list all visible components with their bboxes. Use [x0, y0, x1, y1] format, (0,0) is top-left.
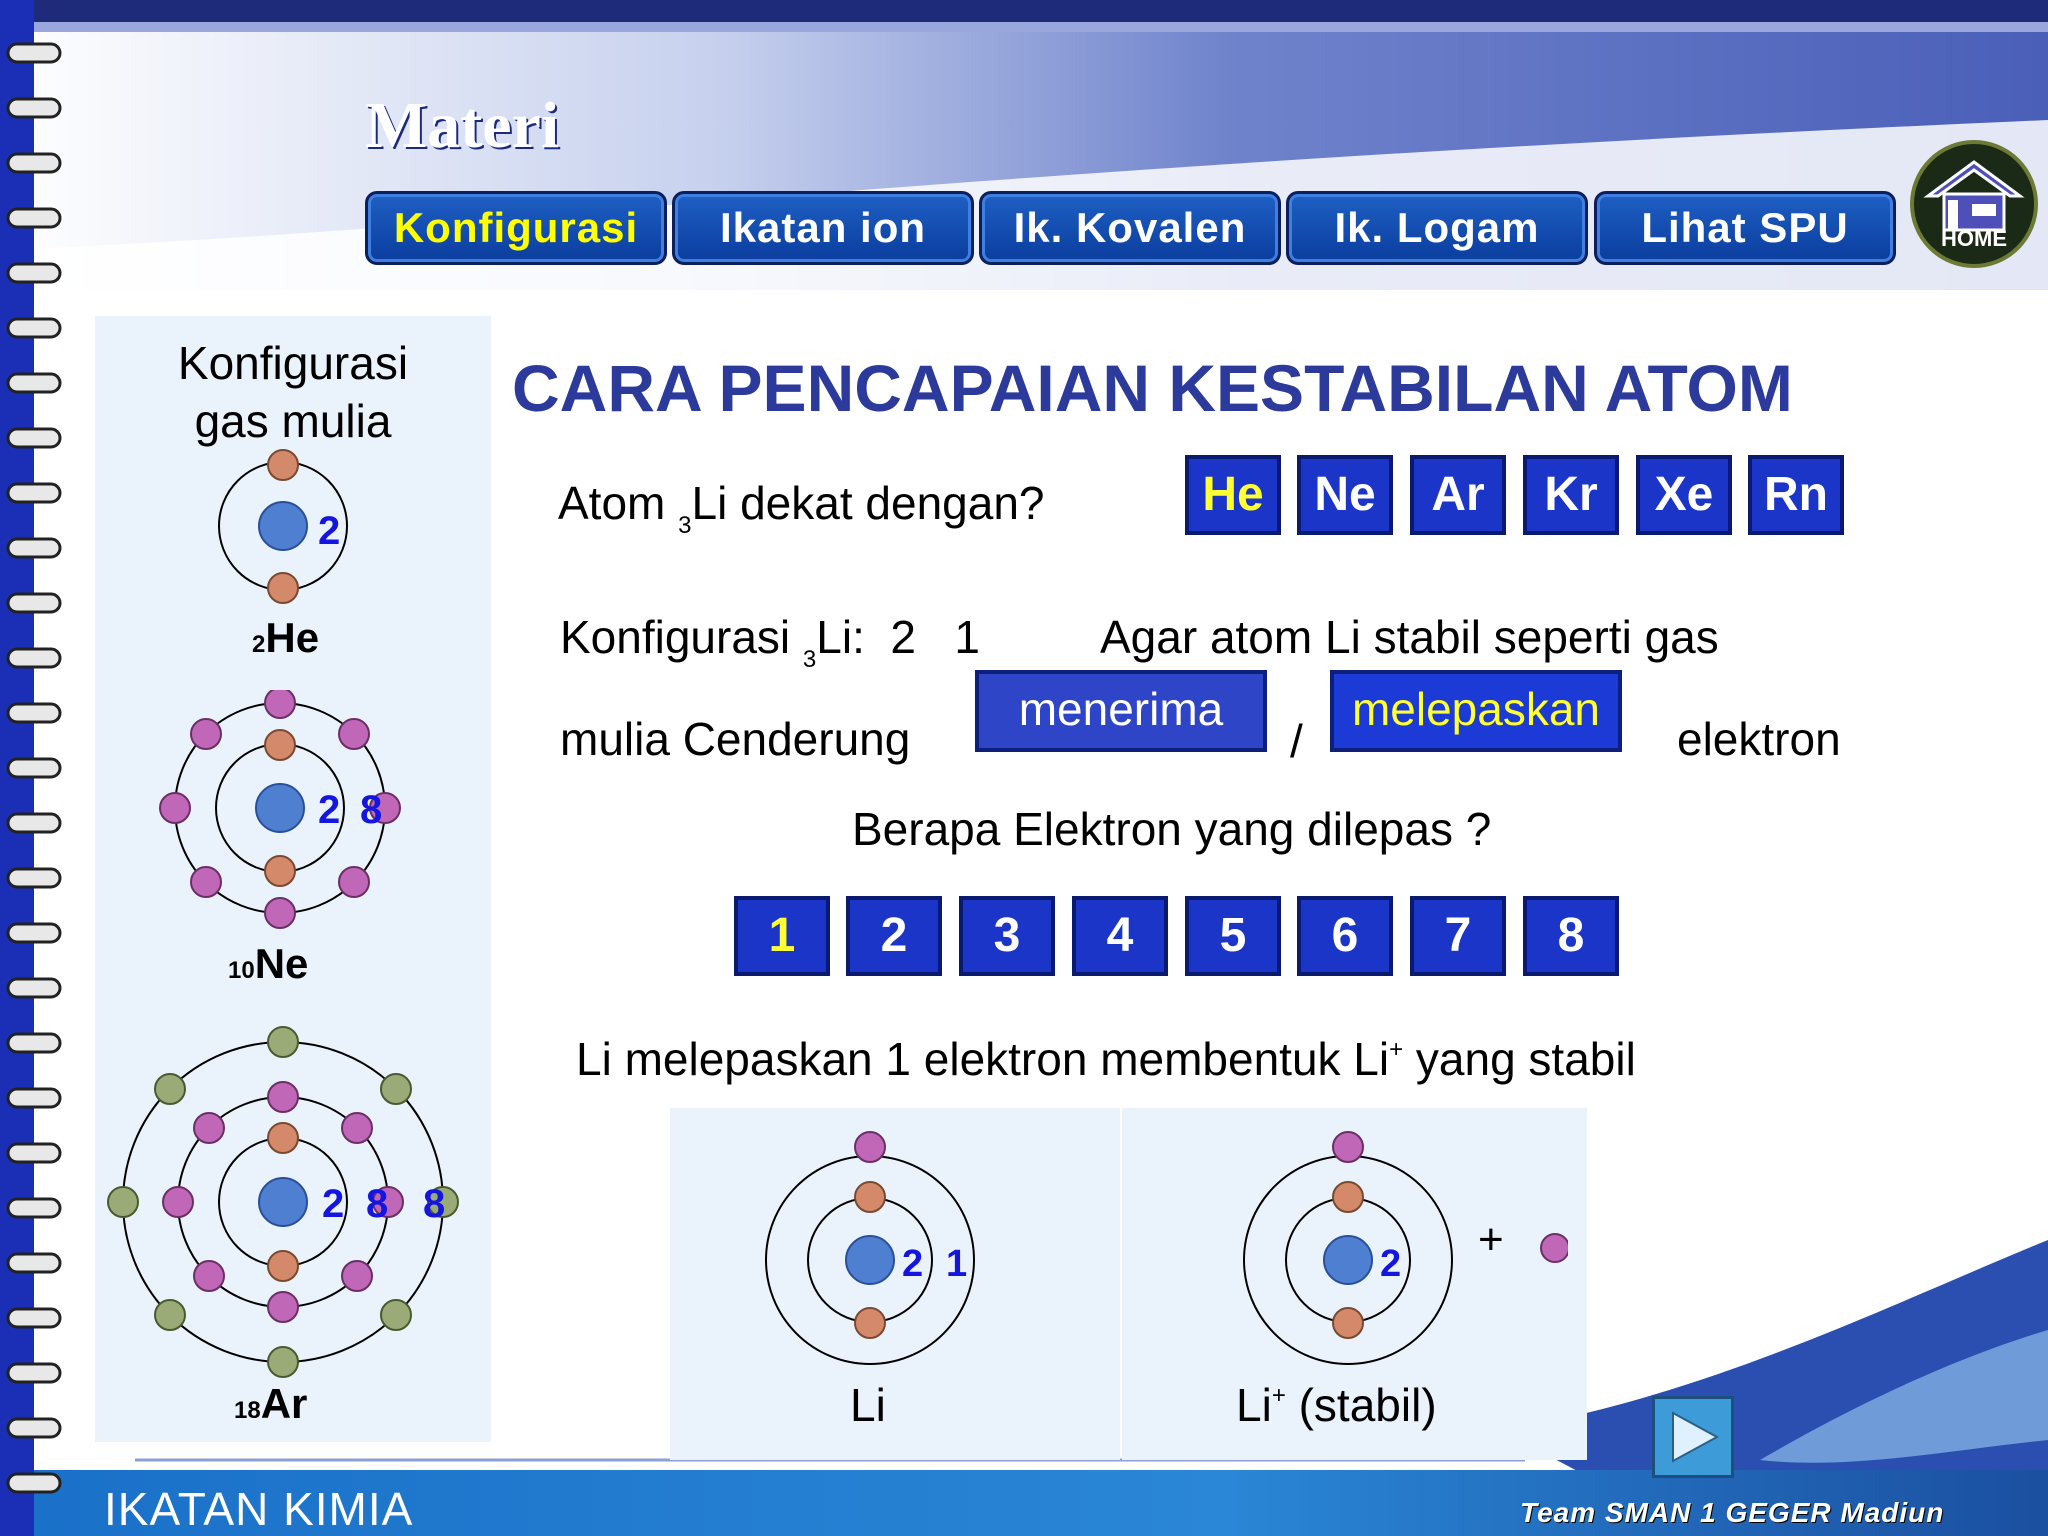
binding-ring: [8, 924, 60, 942]
gas-button-ar[interactable]: Ar: [1410, 455, 1506, 535]
binding-ring: [8, 979, 60, 997]
svg-text:2: 2: [1380, 1243, 1402, 1285]
li-ion-symbol: Li: [1236, 1379, 1272, 1431]
footer-credit: Team SMAN 1 GEGER Madiun: [1520, 1497, 1945, 1528]
config-subscript: 3: [802, 646, 817, 673]
number-button-2[interactable]: 2: [846, 896, 942, 976]
ar-atom-diagram: [100, 1022, 470, 1392]
binding-ring: [8, 44, 60, 62]
gas-button-kr[interactable]: Kr: [1523, 455, 1619, 535]
binding-ring: [8, 319, 60, 337]
question-electrons-released: Berapa Elektron yang dilepas ?: [852, 803, 1492, 855]
tab-ik-logam[interactable]: Ik. Logam: [1286, 191, 1588, 265]
binding-ring: [8, 814, 60, 832]
binding-ring: [8, 429, 60, 447]
binding-ring: [8, 99, 60, 117]
he-label: [252, 614, 319, 662]
ne-label: [228, 940, 308, 988]
binding-ring: [8, 1364, 60, 1382]
electron: [268, 450, 298, 480]
tab-ikatan-ion[interactable]: Ikatan ion: [672, 191, 974, 265]
config-prefix: Konfigurasi: [560, 611, 803, 663]
config-values: Li: 2 1: [816, 611, 980, 663]
q1-subscript: 3: [678, 512, 692, 539]
tab-ik-kovalen[interactable]: Ik. Kovalen: [979, 191, 1281, 265]
binding-ring: [8, 1419, 60, 1437]
main-heading: CARA PENCAPAIAN KESTABILAN ATOM: [512, 351, 1793, 425]
li-ion-diagram: [1228, 1120, 1568, 1370]
binding-ring: [8, 1254, 60, 1272]
play-arrow-icon: [1655, 1399, 1731, 1475]
slide-title: Materi: [365, 89, 560, 162]
spiral-binding: [0, 0, 70, 1536]
ar-symbol: Ar: [260, 1380, 308, 1427]
li-atom-label: Li: [850, 1379, 886, 1431]
gas-button-he[interactable]: He: [1185, 455, 1281, 535]
tendency-prefix: mulia Cenderung: [560, 713, 911, 765]
footer-title: IKATAN KIMIA: [104, 1483, 414, 1535]
binding-ring: [8, 759, 60, 777]
number-button-6[interactable]: 6: [1297, 896, 1393, 976]
conclusion-text: [576, 1032, 1636, 1086]
number-button-3[interactable]: 3: [959, 896, 1055, 976]
svg-text:8: 8: [366, 1182, 389, 1226]
he-atom-diagram: [180, 440, 390, 615]
binding-ring: [8, 594, 60, 612]
stability-sentence: Agar atom Li stabil seperti gas: [1100, 611, 1719, 663]
home-label: HOME: [1941, 226, 2007, 251]
ne-atom-diagram: [152, 690, 412, 940]
ar-number: 18: [234, 1397, 261, 1424]
number-button-1[interactable]: 1: [734, 896, 830, 976]
he-symbol: He: [265, 614, 320, 661]
number-button-5[interactable]: 5: [1185, 896, 1281, 976]
choice-menerima-button[interactable]: menerima: [975, 670, 1267, 752]
ne-symbol: Ne: [254, 940, 309, 987]
gas-button-ne[interactable]: Ne: [1297, 455, 1393, 535]
ar-label: [234, 1380, 307, 1428]
binding-ring: [8, 649, 60, 667]
binding-ring: [8, 1199, 60, 1217]
question-nearest-gas: [558, 476, 1045, 539]
q1-suffix: Li dekat dengan?: [691, 477, 1045, 529]
svg-text:2: 2: [322, 1182, 345, 1226]
li-atom-diagram: [750, 1120, 1010, 1370]
svg-text:1: 1: [946, 1243, 968, 1285]
tab-konfigurasi[interactable]: Konfigurasi: [365, 191, 667, 265]
number-button-7[interactable]: 7: [1410, 896, 1506, 976]
sidebar-title: [95, 334, 491, 450]
binding-ring: [8, 539, 60, 557]
released-electron: [1541, 1234, 1568, 1262]
choice-melepaskan-button[interactable]: melepaskan: [1330, 670, 1622, 752]
electron: [268, 573, 298, 603]
conclusion-suffix: yang stabil: [1403, 1033, 1636, 1085]
binding-ring: [8, 154, 60, 172]
svg-text:8: 8: [360, 788, 383, 832]
li-configuration: [560, 610, 980, 673]
tab-lihat-spu[interactable]: Lihat SPU: [1594, 191, 1896, 265]
number-button-4[interactable]: 4: [1072, 896, 1168, 976]
gas-button-xe[interactable]: Xe: [1636, 455, 1732, 535]
binding-ring: [8, 869, 60, 887]
choice-separator: /: [1290, 715, 1303, 767]
home-button[interactable]: [1910, 140, 2038, 268]
shell-count: 2: [318, 509, 341, 553]
li-ion-note: (stabil): [1285, 1379, 1437, 1431]
binding-ring: [8, 1474, 60, 1492]
gas-button-rn[interactable]: Rn: [1748, 455, 1844, 535]
conclusion-superscript: +: [1389, 1036, 1404, 1063]
binding-ring: [8, 1034, 60, 1052]
binding-ring: [8, 264, 60, 282]
conclusion-prefix: Li melepaskan 1 elektron membentuk Li: [576, 1033, 1390, 1085]
binding-ring: [8, 1144, 60, 1162]
he-number: 2: [252, 631, 266, 658]
svg-text:2: 2: [902, 1243, 924, 1285]
tendency-suffix: elektron: [1677, 713, 1841, 765]
li-ion-charge: +: [1271, 1382, 1286, 1409]
li-ion-label: [1236, 1378, 1437, 1432]
number-button-8[interactable]: 8: [1523, 896, 1619, 976]
binding-ring: [8, 704, 60, 722]
binding-ring: [8, 374, 60, 392]
sidebar-title-line1: Konfigurasi: [177, 337, 409, 389]
q1-prefix: Atom: [558, 477, 679, 529]
binding-ring: [8, 1089, 60, 1107]
binding-ring: [8, 484, 60, 502]
binding-ring: [8, 1309, 60, 1327]
sidebar-title-line2: gas mulia: [194, 395, 392, 447]
nucleus: [259, 502, 307, 550]
next-slide-button[interactable]: [1652, 1396, 1734, 1478]
svg-text:8: 8: [423, 1182, 446, 1226]
svg-text:+: +: [1478, 1215, 1504, 1264]
ne-number: 10: [228, 957, 255, 984]
svg-text:2: 2: [318, 788, 341, 832]
binding-ring: [8, 209, 60, 227]
